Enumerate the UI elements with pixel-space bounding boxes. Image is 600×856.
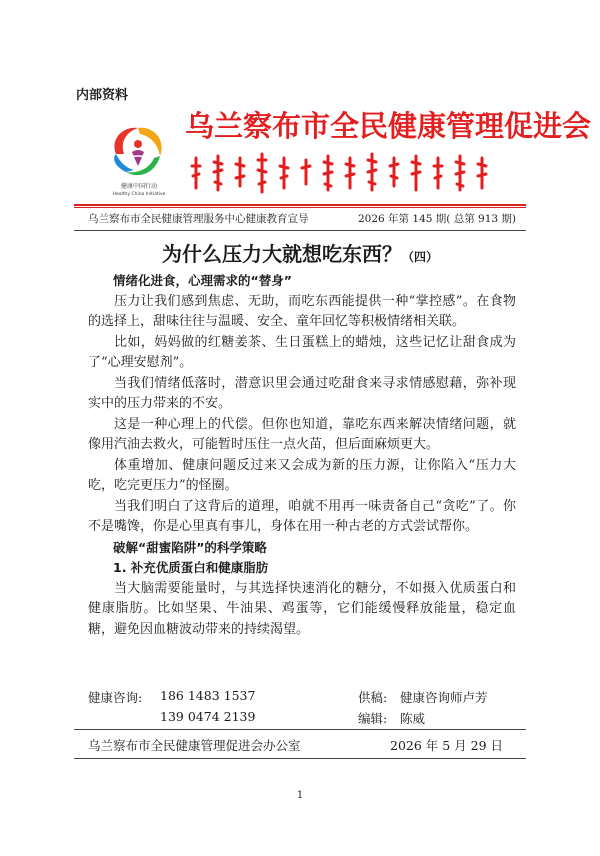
article-title-text: 为什么压力大就想吃东西？ — [161, 242, 402, 266]
section-heading-strategies: 破解“甜蜜陷阱”的科学策略 — [113, 539, 267, 555]
editor-label: 编辑: — [358, 711, 388, 726]
article-title — [0, 238, 600, 267]
issuer-rule — [74, 230, 526, 231]
subsection-paragraph-protein: 当大脑需要能量时，与其选择快速消化的糖分，不如摄入优质蛋白和健康脂肪。比如坚果、牛油果、鸡蛋等，它们能缓慢释放能量，稳定血糖，避免因血糖波动带来的持续渴望。 — [88, 580, 516, 637]
footer-date: 2026 年 5 月 29 日 — [390, 738, 504, 753]
logo-caption — [100, 183, 178, 199]
subsection-heading-protein: 1. 补充优质蛋白和健康脂肪 — [113, 560, 269, 575]
org-title: 乌兰察布市全民健康管理促进会 — [185, 109, 592, 143]
header-rule-thick — [74, 204, 526, 206]
paragraph-3: 当我们情绪低落时，潜意识里会通过吃甜食来寻求情感慰藉，弥补现实中的压力带来的不安。 — [88, 375, 516, 411]
footer-rule-bottom — [74, 758, 526, 759]
healthy-china-logo — [104, 118, 172, 184]
editor-name: 陈威 — [400, 711, 426, 726]
section-heading-emotional-eating: 情绪化进食，心理需求的“替身” — [113, 273, 292, 288]
article-title-part: （四） — [401, 250, 438, 264]
logo-caption-en: Healthy China Initiative — [112, 192, 166, 197]
paragraph-2: 比如，妈妈做的红糖姜茶、生日蛋糕上的蜡烛，这些记忆让甜食成为了“心理安慰剂”。 — [88, 334, 516, 370]
paragraph-1: 压力让我们感到焦虑、无助，而吃东西能提供一种“掌控感”。在食物的选择上，甜味往往与温暖、安全、童年回忆等积极情绪相关联。 — [88, 293, 516, 329]
page-number: 1 — [296, 790, 304, 801]
mongolian-script-title — [190, 148, 496, 196]
article-body — [88, 271, 516, 640]
paragraph-6: 当我们明白了这背后的道理，咱就不用再一味责备自己“贪吃”了。你不是嘴馋，你是心里真有事儿，身体在用一种古老的方式尝试帮你。 — [88, 498, 516, 534]
contact-phone-2: 139 0474 2139 — [160, 709, 256, 724]
author-label: 供稿: — [358, 690, 388, 705]
paragraph-5: 体重增加、健康问题反过来又会成为新的压力源，让你陷入“压力大吃，吃完更压力”的怪圈。 — [88, 457, 516, 493]
footer-office: 乌兰察布市全民健康管理促进会办公室 — [88, 738, 301, 753]
issue-number: 2026 年第 145 期( 总第 913 期) — [358, 213, 517, 225]
issuer-line: 乌兰察布市全民健康管理服务中心健康教育宣导 — [88, 213, 309, 225]
header-rule-thin — [74, 207, 526, 208]
contact-label: 健康咨询: — [88, 690, 143, 705]
footer-rule-top — [74, 729, 526, 730]
author-name: 健康咨询师卢芳 — [400, 690, 488, 705]
internal-label: 内部资料 — [76, 88, 129, 103]
contact-phone-1: 186 1483 1537 — [160, 688, 256, 703]
paragraph-4: 这是一种心理上的代偿。但你也知道，靠吃东西来解决情绪问题，就像用汽油去救火，可能暂时压住一点火苗，但后面麻烦更大。 — [88, 416, 516, 452]
logo-caption-cn: 健康中国行动 — [120, 183, 157, 190]
